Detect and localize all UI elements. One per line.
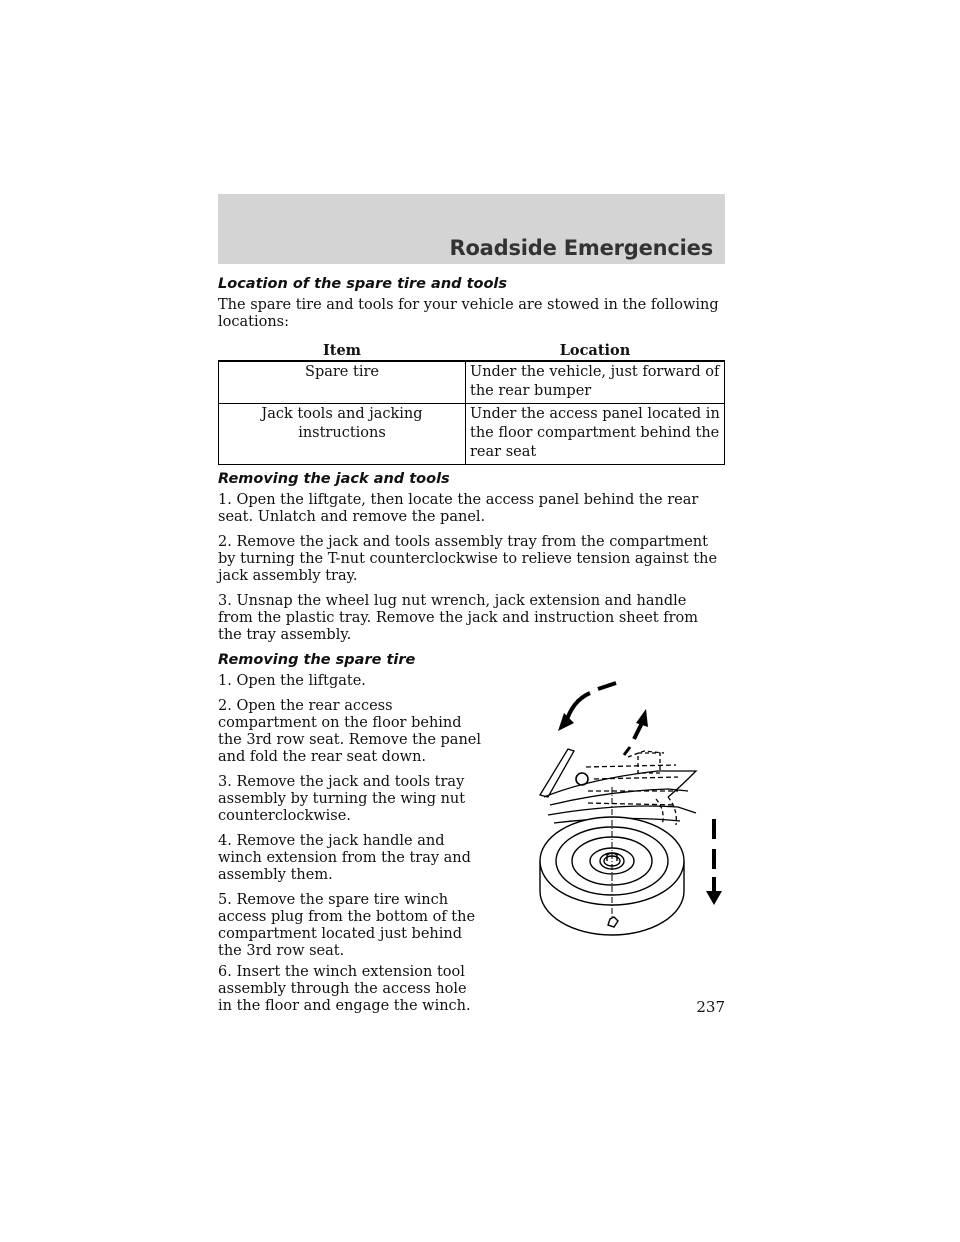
table-cell-location: Under the vehicle, just forward of the rear bumper [466, 361, 725, 404]
jack-step: 1. Open the liftgate, then locate the access panel behind the rear seat. Unlatch and remove the panel. [218, 492, 699, 525]
floor-compartment-drawing [540, 749, 696, 825]
table-cell-location: Under the access panel located in the floor compartment behind the rear seat [466, 404, 725, 465]
intro-paragraph: The spare tire and tools for your vehicle are stowed in the following locations: [218, 297, 719, 330]
heading-removing-jack: Removing the jack and tools [218, 471, 450, 487]
page-number: 237 [696, 998, 725, 1016]
spare-tire-winch-illustration [528, 679, 728, 949]
spare-step: 3. Remove the jack and tools tray assembly by turning the wing nut counterclockwise. [218, 774, 466, 824]
table-header-location: Location [466, 339, 725, 361]
spare-step: 5. Remove the spare tire winch access plug from the bottom of the compartment located just behind the 3rd row seat. [218, 892, 476, 959]
table-row [219, 361, 725, 404]
location-table [218, 339, 725, 465]
jack-step: 2. Remove the jack and tools assembly tray from the compartment by turning the T-nut counterclockwise to relieve tension against the jack assembly tray. [218, 534, 718, 584]
rotation-arrow-icon [558, 683, 616, 731]
heading-spare-tire-location: Location of the spare tire and tools [218, 276, 508, 292]
jack-step: 3. Unsnap the wheel lug nut wrench, jack extension and handle from the plastic tray. Remove the jack and instruction sheet from the tray assembly. [218, 593, 699, 643]
down-arrow-icon [706, 819, 722, 905]
page-content [218, 276, 725, 1023]
spare-steps-with-figure [218, 673, 725, 1015]
table-cell-item: Jack tools and jacking instructions [219, 404, 466, 465]
table-header-item: Item [219, 339, 466, 361]
table-cell-item: Spare tire [219, 361, 466, 404]
table-row [219, 404, 725, 465]
section-header [218, 194, 725, 264]
heading-removing-spare: Removing the spare tire [218, 652, 416, 668]
spare-step: 2. Open the rear access compartment on the floor behind the 3rd row seat. Remove the panel and fold the rear seat down. [218, 698, 481, 765]
spare-step: 4. Remove the jack handle and winch extension from the tray and assembly them. [218, 833, 471, 883]
up-arrow-icon [624, 709, 648, 755]
spare-step: 1. Open the liftgate. [218, 673, 366, 689]
section-title: Roadside Emergencies [449, 236, 713, 260]
spare-step: 6. Insert the winch extension tool assembly through the access hole in the floor and engage the winch. [218, 964, 471, 1014]
